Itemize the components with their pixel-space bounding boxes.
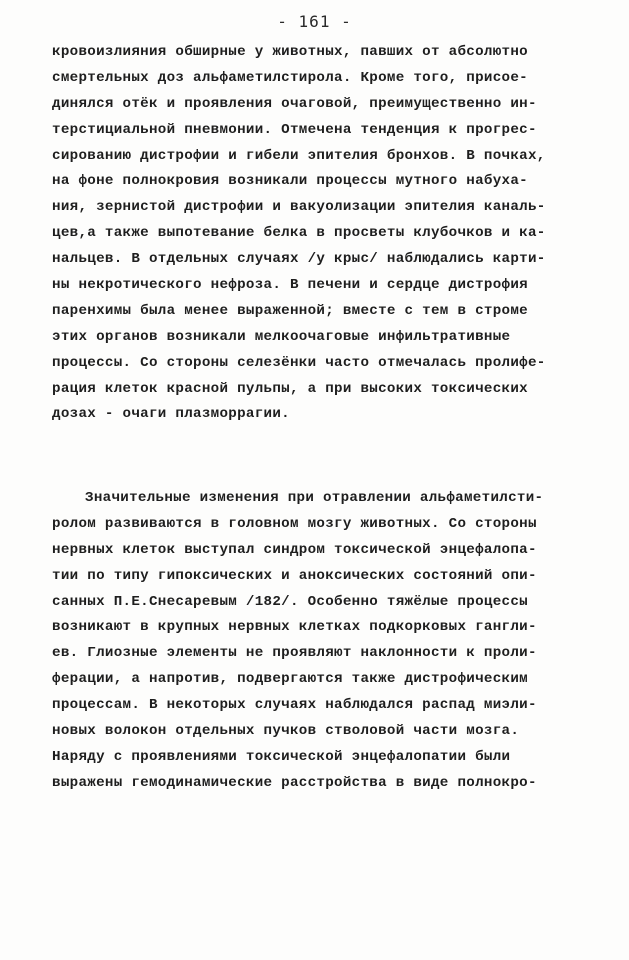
paragraph-2 <box>52 486 592 797</box>
text-line: нальцев. В отдельных случаях /у крыс/ наблюдались карти- <box>52 251 546 268</box>
text-line: ферации, а напротив, подвергаются также дистрофическим <box>52 671 528 688</box>
text-line: ролом развиваются в головном мозгу животных. Со стороны <box>52 515 537 532</box>
text-line: Значительные изменения при отравлении альфаметилсти- <box>85 490 544 506</box>
text-line: рация клеток красной пульпы, а при высоких токсических <box>52 380 528 397</box>
text-line: ев. Глиозные элементы не проявляют наклонности к проли- <box>52 645 537 662</box>
text-line: терстициальной пневмонии. Отмечена тенденция к прогрес- <box>52 121 537 138</box>
text-line: ны некротического нефроза. В печени и сердце дистрофия <box>52 277 528 294</box>
text-line: ния, зернистой дистрофии и вакуолизации эпителия каналь- <box>52 199 546 216</box>
text-line: смертельных доз альфаметилстирола. Кроме того, присое- <box>52 69 528 86</box>
text-line: процессы. Со стороны селезёнки часто отмечалась пролифе- <box>52 354 546 371</box>
text-line: дозах - очаги плазморрагии. <box>52 406 290 423</box>
page-number: - 161 - <box>277 12 352 31</box>
text-line: этих органов возникали мелкоочаговые инфильтративные <box>52 328 511 345</box>
text-line: цев,а также выпотевание белка в просветы клубочков и ка- <box>52 225 546 242</box>
paragraph-1 <box>52 40 592 428</box>
text-line: новых волокон отдельных пучков стволовой части мозга. <box>52 723 520 740</box>
text-line: санных П.Е.Снесаревым /182/. Особенно тяжёлые процессы <box>52 593 528 610</box>
text-line: паренхимы была менее выраженной; вместе с тем в строме <box>52 302 528 319</box>
text-line: нервных клеток выступал синдром токсической энцефалопа- <box>52 541 537 558</box>
text-line: процессам. В некоторых случаях наблюдался распад миэли- <box>52 697 537 714</box>
text-line: сированию дистрофии и гибели эпителия бронхов. В почках, <box>52 147 546 164</box>
text-line: Наряду с проявлениями токсической энцефалопатии были <box>52 748 511 765</box>
text-line: на фоне полнокровия возникали процессы мутного набуха- <box>52 173 528 190</box>
text-line: динялся отёк и проявления очаговой, преимущественно ин- <box>52 95 537 112</box>
text-line: тии по типу гипоксических и аноксических состояний опи- <box>52 567 537 584</box>
text-line: выражены гемодинамические расстройства в виде полнокро- <box>52 774 537 791</box>
text-line: возникают в крупных нервных клетках подкорковых гангли- <box>52 619 537 636</box>
text-line: кровоизлияния обширные у животных, павших от абсолютно <box>52 44 528 60</box>
